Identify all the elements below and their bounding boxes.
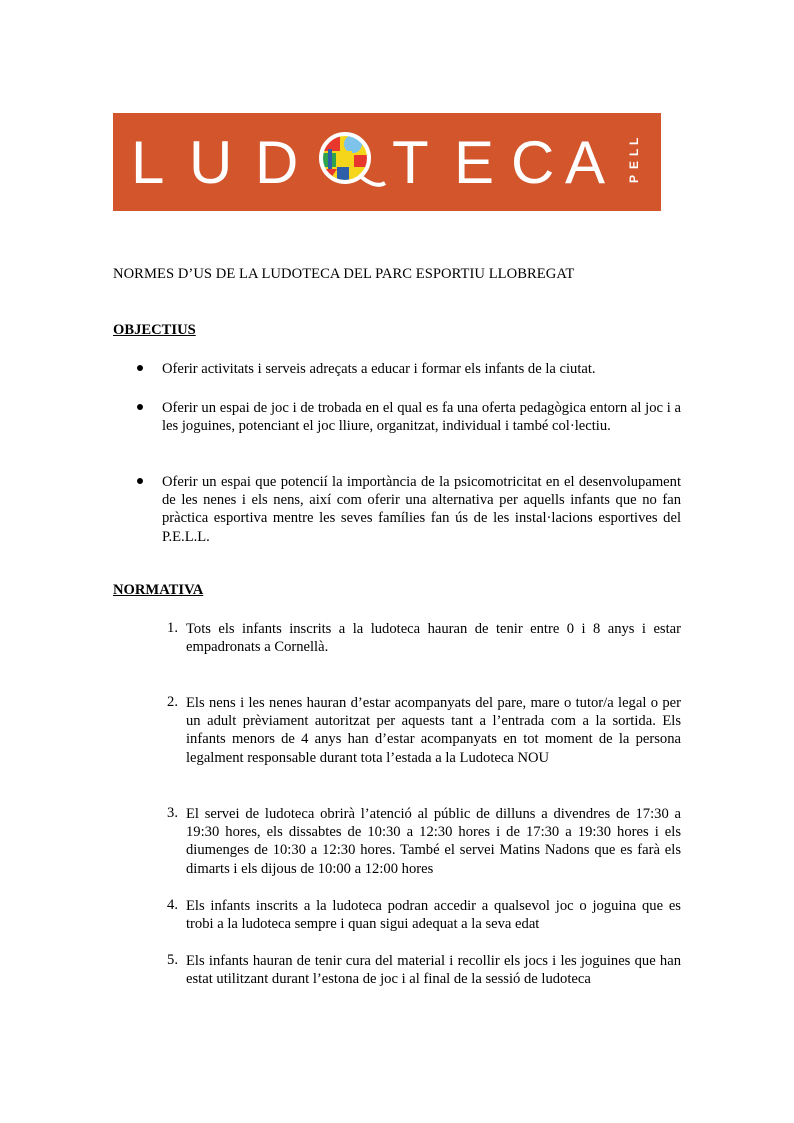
- bullet-icon: [137, 404, 143, 410]
- ludoteca-logo: [113, 113, 661, 211]
- rule-number: 4.: [167, 897, 178, 913]
- svg-text:L: L: [627, 148, 641, 156]
- logo-letter-e: E: [454, 129, 495, 196]
- objectiu-item: Oferir un espai de joc i de trobada en el qual es fa una oferta pedagògica entorn al joc i a les joguines, potenciant el joc lliure, organitzat, individual i també col·lectiu.: [162, 400, 681, 435]
- rule-text: Els nens i les nenes hauran d’estar acompanyats del pare, mare o tutor/a legal o per un adult prèviament autoritzat per aquests tant a l’entrada com a la sortida. Els infants menors de 4 anys han d’estar acompanyats en tot moment de la persona legalment responsable durant tota l’estada a la Ludoteca NOU: [186, 695, 681, 766]
- bullet-icon: [137, 478, 143, 484]
- normativa-heading: NORMATIVA: [113, 582, 204, 598]
- rule-number: 5.: [167, 952, 178, 968]
- bullet-icon: [137, 365, 143, 371]
- logo-letter-u: U: [189, 129, 233, 196]
- svg-text:E: E: [627, 160, 641, 169]
- rule-text: Els infants inscrits a la ludoteca podran accedir a qualsevol joc o joguina que es trobi a la ludoteca sempre i quan sigui adequat a la seva edat: [186, 898, 681, 933]
- logo-letter-t: T: [392, 129, 429, 196]
- rule-text: El servei de ludoteca obrirà l’atenció al públic de dilluns a divendres de 17:30 a 19:30 hores, els dissabtes de 10:30 a 12:30 hores i de 17:30 a 19:30 hores i els diumenges de 10:30 a 12:30 hores. També el servei Matins Nadons que es farà els dimarts i els dijous de 10:00 a 12:00 hores: [186, 806, 681, 877]
- logo-letter-c: C: [511, 129, 555, 196]
- logo-side-text: [627, 138, 641, 183]
- rule-text: Tots els infants inscrits a la ludoteca hauran de tenir entre 0 i 8 anys i estar empadronats a Cornellà.: [186, 621, 681, 656]
- svg-text:L: L: [627, 137, 641, 145]
- rule-number: 2.: [167, 694, 178, 710]
- objectius-heading: OBJECTIUS: [113, 322, 196, 338]
- rule-text: Els infants hauran de tenir cura del material i recollir els jocs i les joguines que han estat utilitzant durant l’estona de joc i al final de la sessió de ludoteca: [186, 953, 681, 988]
- page-title: NORMES D’US DE LA LUDOTECA DEL PARC ESPORTIU LLOBREGAT: [113, 266, 575, 282]
- logo-letter-l: L: [131, 129, 165, 196]
- svg-text:P: P: [627, 174, 641, 183]
- logo-q-mosaic-icon: [321, 134, 385, 185]
- logo-letter-a: A: [565, 129, 606, 196]
- objectiu-item: Oferir un espai que potencií la importància de la psicomotricitat en el desenvolupament de les nenes i els nens, així com oferir una alternativa per aquells infants que no fan pràctica esportiva mentre les seves famílies fan ús de les instal·lacions esportives del P.E.L.L.: [162, 474, 681, 545]
- logo-letter-d: D: [255, 129, 299, 196]
- rule-number: 3.: [167, 805, 178, 821]
- logo-artwork: [113, 113, 661, 211]
- rule-number: 1.: [167, 620, 178, 636]
- objectiu-item: Oferir activitats i serveis adreçats a educar i formar els infants de la ciutat.: [162, 361, 596, 377]
